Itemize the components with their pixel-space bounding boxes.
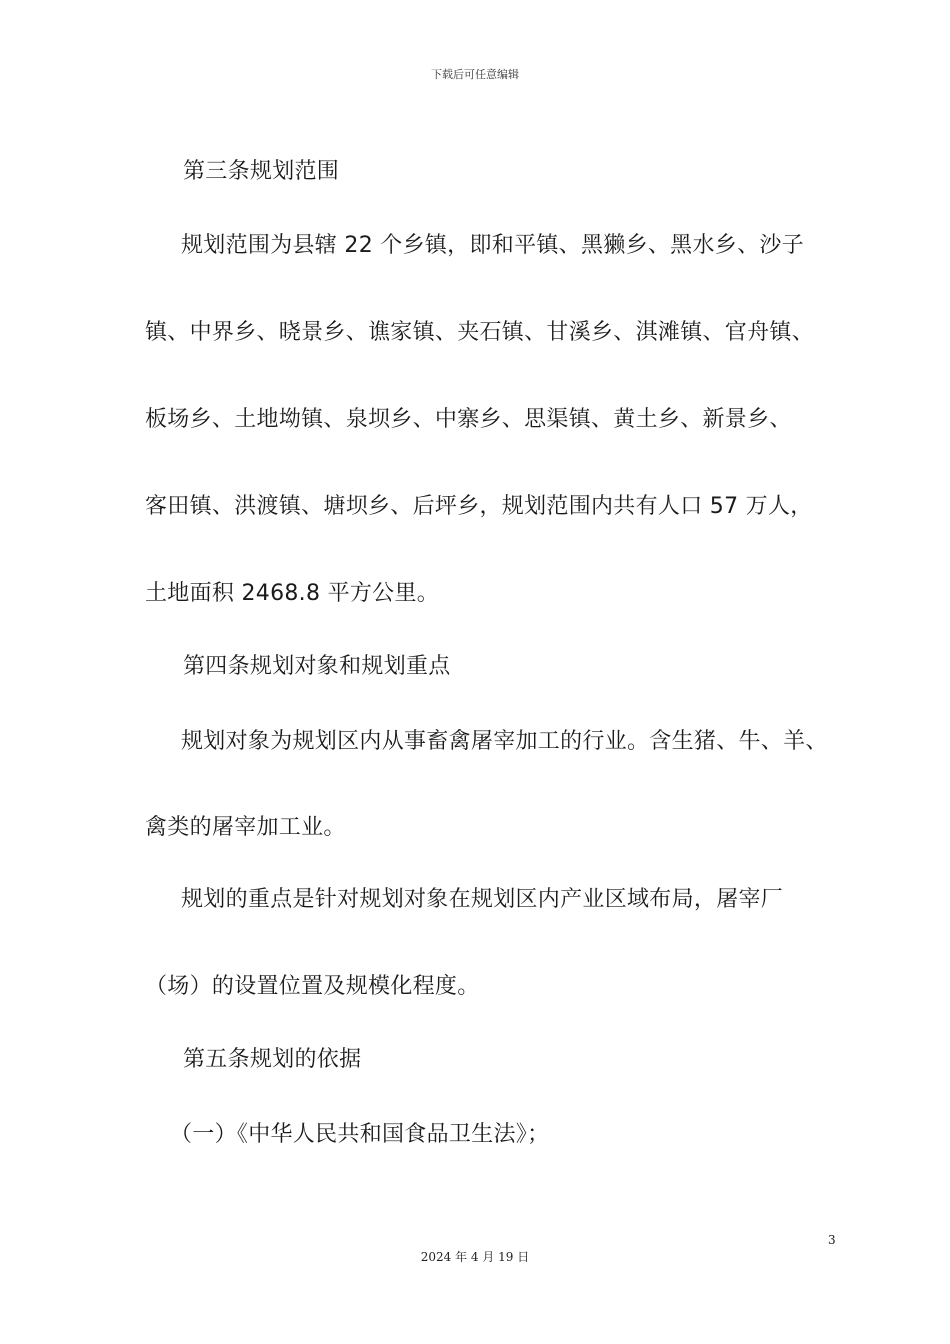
article-4-p2-line-1: 规划的重点是针对规划对象在规划区内产业区域布局，屠宰厂: [181, 887, 784, 912]
page-header: 下载后可任意编辑: [431, 68, 519, 81]
article-3-line-5: 土地面积 2468.8 平方公里。: [145, 581, 440, 606]
article-3-line-2: 镇、中界乡、晓景乡、谯家镇、夹石镇、甘溪乡、淇滩镇、官舟镇、: [145, 320, 815, 345]
page-number: 3: [828, 1233, 836, 1247]
article-4-p1-line-2: 禽类的屠宰加工业。: [145, 815, 346, 840]
article-4-p2-line-2: （场）的设置位置及规模化程度。: [145, 974, 480, 999]
article-4-heading: 第四条规划对象和规划重点: [183, 654, 451, 679]
article-3-line-4: 客田镇、洪渡镇、塘坝乡、后坪乡，规划范围内共有人口 57 万人，: [145, 494, 813, 519]
article-3-line-3: 板场乡、土地坳镇、泉坝乡、中寨乡、思渠镇、黄土乡、新景乡、: [145, 407, 792, 432]
article-4-p1-line-1: 规划对象为规划区内从事畜禽屠宰加工的行业。含生猪、牛、羊、: [181, 729, 828, 754]
article-3-heading: 第三条规划范围: [183, 159, 340, 184]
article-5-heading: 第五条规划的依据: [183, 1047, 362, 1072]
footer-date: 2024 年 4 月 19 日: [420, 1250, 530, 1264]
article-3-line-1: 规划范围为县辖 22 个乡镇，即和平镇、黑獭乡、黑水乡、沙子: [181, 233, 804, 258]
article-5-item-1: （一）《中华人民共和国食品卫生法》；: [170, 1122, 550, 1147]
